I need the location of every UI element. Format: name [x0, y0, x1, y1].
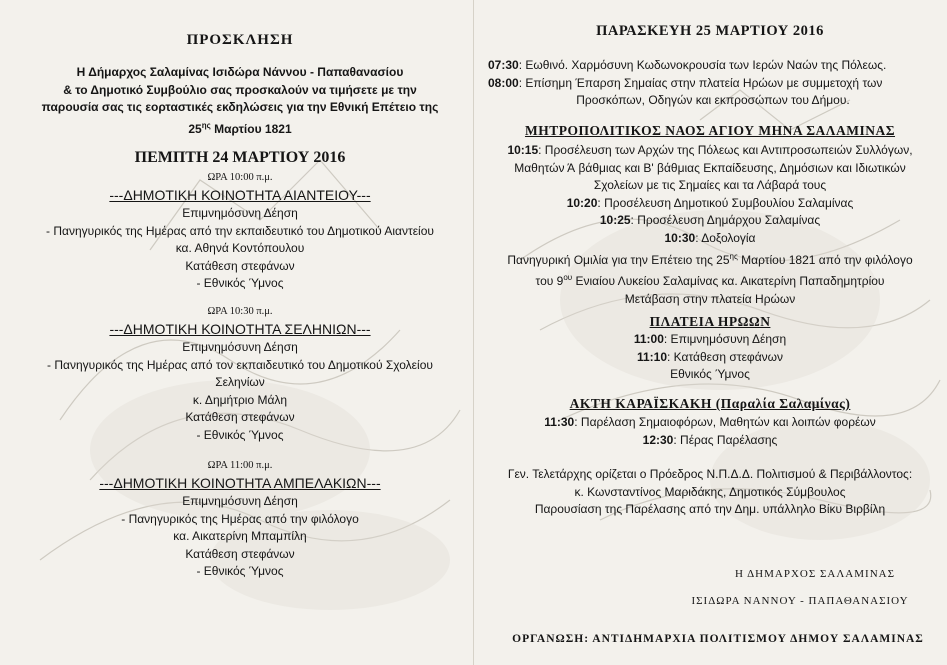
friday-title: ΠΑΡΑΣΚΕΥΗ 25 ΜΑΡΤΙΟΥ 2016 — [596, 23, 824, 39]
schedule-text: : Προσέλευση Δημοτικού Συμβουλίου Σαλαμίνας — [597, 195, 854, 210]
section-line: - Εθνικός Ύμνος — [196, 564, 284, 579]
section-heading: ---ΔΗΜΟΤΙΚΗ ΚΟΙΝΟΤΗΤΑ ΑΜΠΕΛΑΚΙΩΝ--- — [99, 475, 381, 491]
transfer-line: Μετάβαση στην πλατεία Ηρώων — [624, 291, 796, 306]
section-line: - Εθνικός Ύμνος — [196, 427, 284, 442]
section-line: - Πανηγυρικός της Ημέρας από την φιλόλογο — [121, 511, 359, 526]
schedule-text: : Κατάθεση στεφάνων — [667, 349, 784, 364]
speech-line — [480, 248, 940, 270]
schedule-item — [480, 195, 940, 213]
note-line: κ. Κωνσταντίνος Μαριδάκης, Δημοτικός Σύμβουλος — [574, 484, 846, 499]
church-schedule — [480, 142, 940, 308]
speech2-sup: ου — [563, 273, 573, 283]
schedule-time: 10:20 — [566, 195, 598, 210]
section-line: Επιμνημόσυνη Δέηση — [182, 494, 298, 508]
schedule-text: : Προσέλευση Δημάρχου Σαλαμίνας — [630, 213, 821, 228]
schedule-text: : Δοξολογία — [695, 230, 756, 245]
speech-pre: Πανηγυρική Ομιλία για την Επέτειο της 25 — [507, 252, 730, 267]
intro-line: & το Δημοτικό Συμβούλιο σας προσκαλούν να τιμήσετε με την — [63, 82, 417, 97]
schedule-text: : Πέρας Παρέλασης — [673, 432, 778, 447]
section-line: Κατάθεση στεφάνων — [185, 546, 295, 561]
morning-schedule — [488, 57, 938, 110]
schedule-time: 07:30 — [488, 58, 519, 72]
section-line: κα. Αθηνά Κοντόπουλου — [175, 241, 305, 256]
schedule-item — [480, 414, 940, 432]
church-heading: ΜΗΤΡΟΠΟΛΙΤΙΚΟΣ ΝΑΟΣ ΑΓΙΟΥ ΜΗΝΑ ΣΑΛΑΜΙΝΑΣ — [524, 123, 896, 138]
schedule-item — [488, 57, 938, 75]
schedule-time: 12:30 — [642, 432, 674, 447]
section-heading: ---ΔΗΜΟΤΙΚΗ ΚΟΙΝΟΤΗΤΑ ΣΕΛΗΝΙΩΝ--- — [109, 321, 371, 337]
signature-title: Η ΔΗΜΑΡΧΟΣ ΣΑΛΑΜΙΝΑΣ — [735, 568, 895, 580]
section-aianteio — [10, 170, 470, 293]
schedule-line: Σχολείων με τις Σημαίες και τα Λάβαρά τους — [593, 178, 827, 193]
schedule-item — [488, 75, 938, 93]
schedule-item — [480, 142, 940, 160]
schedule-text: : Παρέλαση Σημαιοφόρων, Μαθητών και λοιπών φορέων — [574, 415, 876, 429]
section-line: - Πανηγυρικός της Ημέρας από τον εκπαιδευτικό του Δημοτικού Σχολείου — [47, 357, 433, 372]
section-line: - Εθνικός Ύμνος — [196, 276, 284, 291]
schedule-time: 11:30 — [544, 415, 575, 429]
speech-line — [480, 269, 940, 291]
section-selinia — [10, 304, 470, 445]
speech2-num: 9 — [556, 274, 564, 289]
speech-post: Μαρτίου 1821 από την φιλόλογο — [737, 252, 913, 267]
section-heading: ---ΔΗΜΟΤΙΚΗ ΚΟΙΝΟΤΗΤΑ ΑΙΑΝΤΕΙΟΥ--- — [109, 187, 371, 203]
schedule-time: 11:00 — [633, 332, 664, 346]
section-line: Κατάθεση στεφάνων — [185, 410, 295, 425]
thursday-title: ΠΕΜΠΤΗ 24 ΜΑΡΤΙΟΥ 2016 — [134, 149, 346, 166]
schedule-text: Προσκόπων, Οδηγών και εκπροσώπων του Δήμου. — [576, 93, 850, 108]
section-time: ΩΡΑ 11:00 π.μ. — [207, 460, 273, 471]
organizer-line: ΟΡΓΑΝΩΣΗ: ΑΝΤΙΔΗΜΑΡΧΙΑ ΠΟΛΙΤΙΣΜΟΥ ΔΗΜΟΥ ΣΑΛΑΜΙΝΑΣ — [512, 633, 924, 645]
schedule-item — [480, 349, 940, 367]
fold-line — [473, 0, 474, 665]
section-line: Σεληνίων — [215, 375, 265, 390]
akti-heading: ΑΚΤΗ ΚΑΡΑΪΣΚΑΚΗ (Παραλία Σαλαμίνας) — [569, 396, 851, 411]
schedule-text: : Προσέλευση των Αρχών της Πόλεως και Αντιπροσωπειών Συλλόγων, — [538, 143, 913, 157]
speech2-pre: του — [535, 274, 557, 289]
schedule-time: 10:30 — [664, 230, 696, 245]
section-line: - Πανηγυρικός της Ημέρας από την εκπαιδευτικό του Δημοτικού Αιαντείου — [46, 223, 434, 238]
note-line: Γεν. Τελετάρχης ορίζεται ο Πρόεδρος Ν.Π.Δ.Δ. Πολιτισμού & Περιβάλλοντος: — [507, 467, 913, 481]
intro-date-num: 25 — [188, 121, 202, 136]
intro-line: Η Δήμαρχος Σαλαμίνας Ισιδώρα Νάννου - Παπαθανασίου — [76, 65, 404, 79]
note-line: Παρουσίαση της Παρέλασης από την Δημ. υπάλληλο Βίκυ Βιρβίλη — [534, 502, 886, 517]
schedule-text: : Επιμνημόσυνη Δέηση — [663, 332, 787, 346]
schedule-time: 08:00 — [488, 75, 519, 90]
section-time: ΩΡΑ 10:30 π.μ. — [207, 306, 273, 317]
schedule-text: : Επίσημη Έπαρση Σημαίας στην πλατεία Ηρώων με συμμετοχή των — [518, 75, 883, 90]
schedule-time: 10:15 — [507, 143, 539, 157]
intro-date-sup: ης — [201, 120, 211, 130]
section-line: κ. Δημήτριο Μάλη — [192, 392, 288, 407]
intro-date — [10, 117, 470, 139]
schedule-line: Μαθητών Ά βάθμιας και Β' βάθμιας Εκπαίδευσης, Δημόσιων και Ιδιωτικών — [514, 160, 906, 175]
square-schedule — [480, 331, 940, 384]
schedule-item — [480, 432, 940, 450]
schedule-item — [480, 212, 940, 230]
invitation-title: ΠΡΟΣΚΛΗΣΗ — [186, 32, 294, 48]
notes — [480, 466, 940, 519]
schedule-line: Εθνικός Ύμνος — [670, 367, 750, 382]
schedule-text: : Εωθινό. Χαρμόσυνη Κωδωνοκρουσία των Ιερών Ναών της Πόλεως. — [518, 58, 887, 72]
section-time: ΩΡΑ 10:00 π.μ. — [207, 172, 273, 183]
speech-sup: ης — [729, 251, 738, 261]
schedule-item — [480, 230, 940, 248]
speech2-post: Ενιαίου Λυκείου Σαλαμίνας κα. Αικατερίνη Παπαδημητρίου — [572, 274, 885, 289]
intro-line: παρουσία σας τις εορταστικές εκδηλώσεις για την Εθνική Επέτειο της — [41, 100, 439, 115]
schedule-item — [488, 92, 938, 110]
schedule-time: 10:25 — [599, 213, 631, 228]
akti-schedule — [480, 414, 940, 449]
section-line: Επιμνημόσυνη Δέηση — [182, 206, 298, 220]
section-ampelakia — [10, 458, 470, 581]
intro-date-rest: Μαρτίου 1821 — [210, 121, 292, 136]
square-heading: ΠΛΑΤΕΙΑ ΗΡΩΩΝ — [649, 314, 771, 329]
intro-text — [10, 64, 470, 138]
section-line: κα. Αικατερίνη Μπαμπίλη — [173, 529, 307, 544]
section-line: Επιμνημόσυνη Δέηση — [182, 340, 298, 354]
section-line: Κατάθεση στεφάνων — [185, 258, 295, 273]
schedule-time: 11:10 — [636, 349, 668, 364]
schedule-item — [480, 331, 940, 349]
signature-name: ΙΣΙΔΩΡΑ ΝΑΝΝΟΥ - ΠΑΠΑΘΑΝΑΣΙΟΥ — [691, 595, 909, 607]
